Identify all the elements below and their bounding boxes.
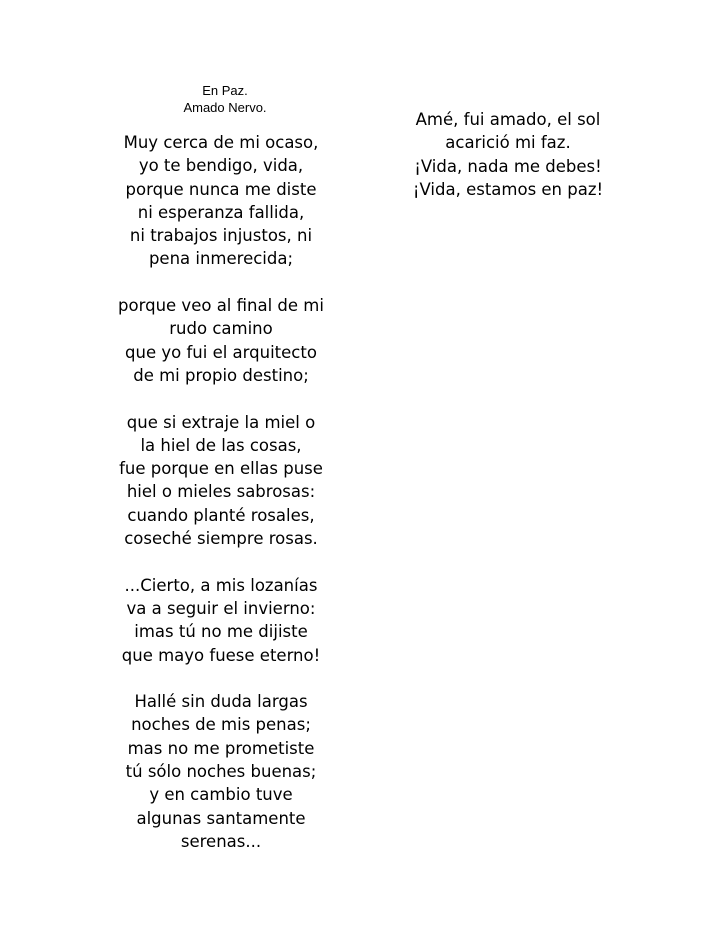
verse-line: mas no me prometiste — [127, 738, 315, 758]
verse-line: que yo fui el arquitecto — [125, 342, 317, 362]
verse-line: fue porque en ellas puse — [119, 459, 323, 479]
right-column — [394, 108, 622, 201]
verse-line: porque nunca me diste — [125, 179, 317, 199]
verse-line: Hallé sin duda largas — [134, 692, 308, 712]
verse-line: hiel o mieles sabrosas: — [126, 482, 316, 502]
verse-line: Muy cerca de mi ocaso, — [123, 133, 319, 152]
verse-line: va a seguir el invierno: — [126, 598, 316, 618]
stanza-6 — [394, 108, 622, 201]
verse-line: noches de mis penas; — [131, 715, 311, 735]
poem-author: Amado Nervo. — [183, 100, 267, 115]
verse-line: ¡Vida, nada me debes! — [414, 156, 602, 176]
verse-line: la hiel de las cosas, — [140, 435, 302, 455]
verse-line: imas tú no me dijiste — [134, 622, 308, 642]
poem-header — [160, 82, 290, 116]
stanza-2 — [100, 294, 342, 387]
verse-line: que si extraje la miel o — [126, 412, 316, 432]
stanza-4 — [100, 574, 342, 667]
verse-line: ni trabajos injustos, ni — [129, 226, 313, 246]
verse-line: Amé, fui amado, el sol — [415, 110, 601, 129]
verse-line: acarició mi faz. — [445, 133, 571, 153]
verse-line: algunas santamente — [136, 808, 306, 828]
verse-line: pena inmerecida; — [148, 249, 294, 269]
verse-line: yo te bendigo, vida, — [138, 156, 304, 176]
verse-line: ni esperanza fallida, — [137, 202, 305, 222]
verse-line: que mayo fuese eterno! — [121, 645, 321, 665]
left-column — [100, 131, 342, 853]
stanza-3 — [100, 411, 342, 551]
verse-line: cuando planté rosales, — [127, 505, 315, 525]
verse-line: porque veo al final de mi — [118, 296, 324, 316]
verse-line: serenas... — [180, 831, 262, 851]
verse-line: ¡Vida, estamos en paz! — [412, 179, 604, 199]
verse-line: tú sólo noches buenas; — [125, 762, 317, 782]
verse-line: rudo camino — [169, 319, 273, 339]
verse-line: ...Cierto, a mis lozanías — [124, 575, 318, 595]
verse-line: y en cambio tuve — [149, 785, 293, 805]
poem-title: En Paz. — [202, 83, 248, 98]
verse-line: de mi propio destino; — [133, 365, 309, 385]
verse-line: coseché siempre rosas. — [124, 529, 318, 549]
stanza-1 — [100, 131, 342, 271]
stanza-5 — [100, 690, 342, 853]
